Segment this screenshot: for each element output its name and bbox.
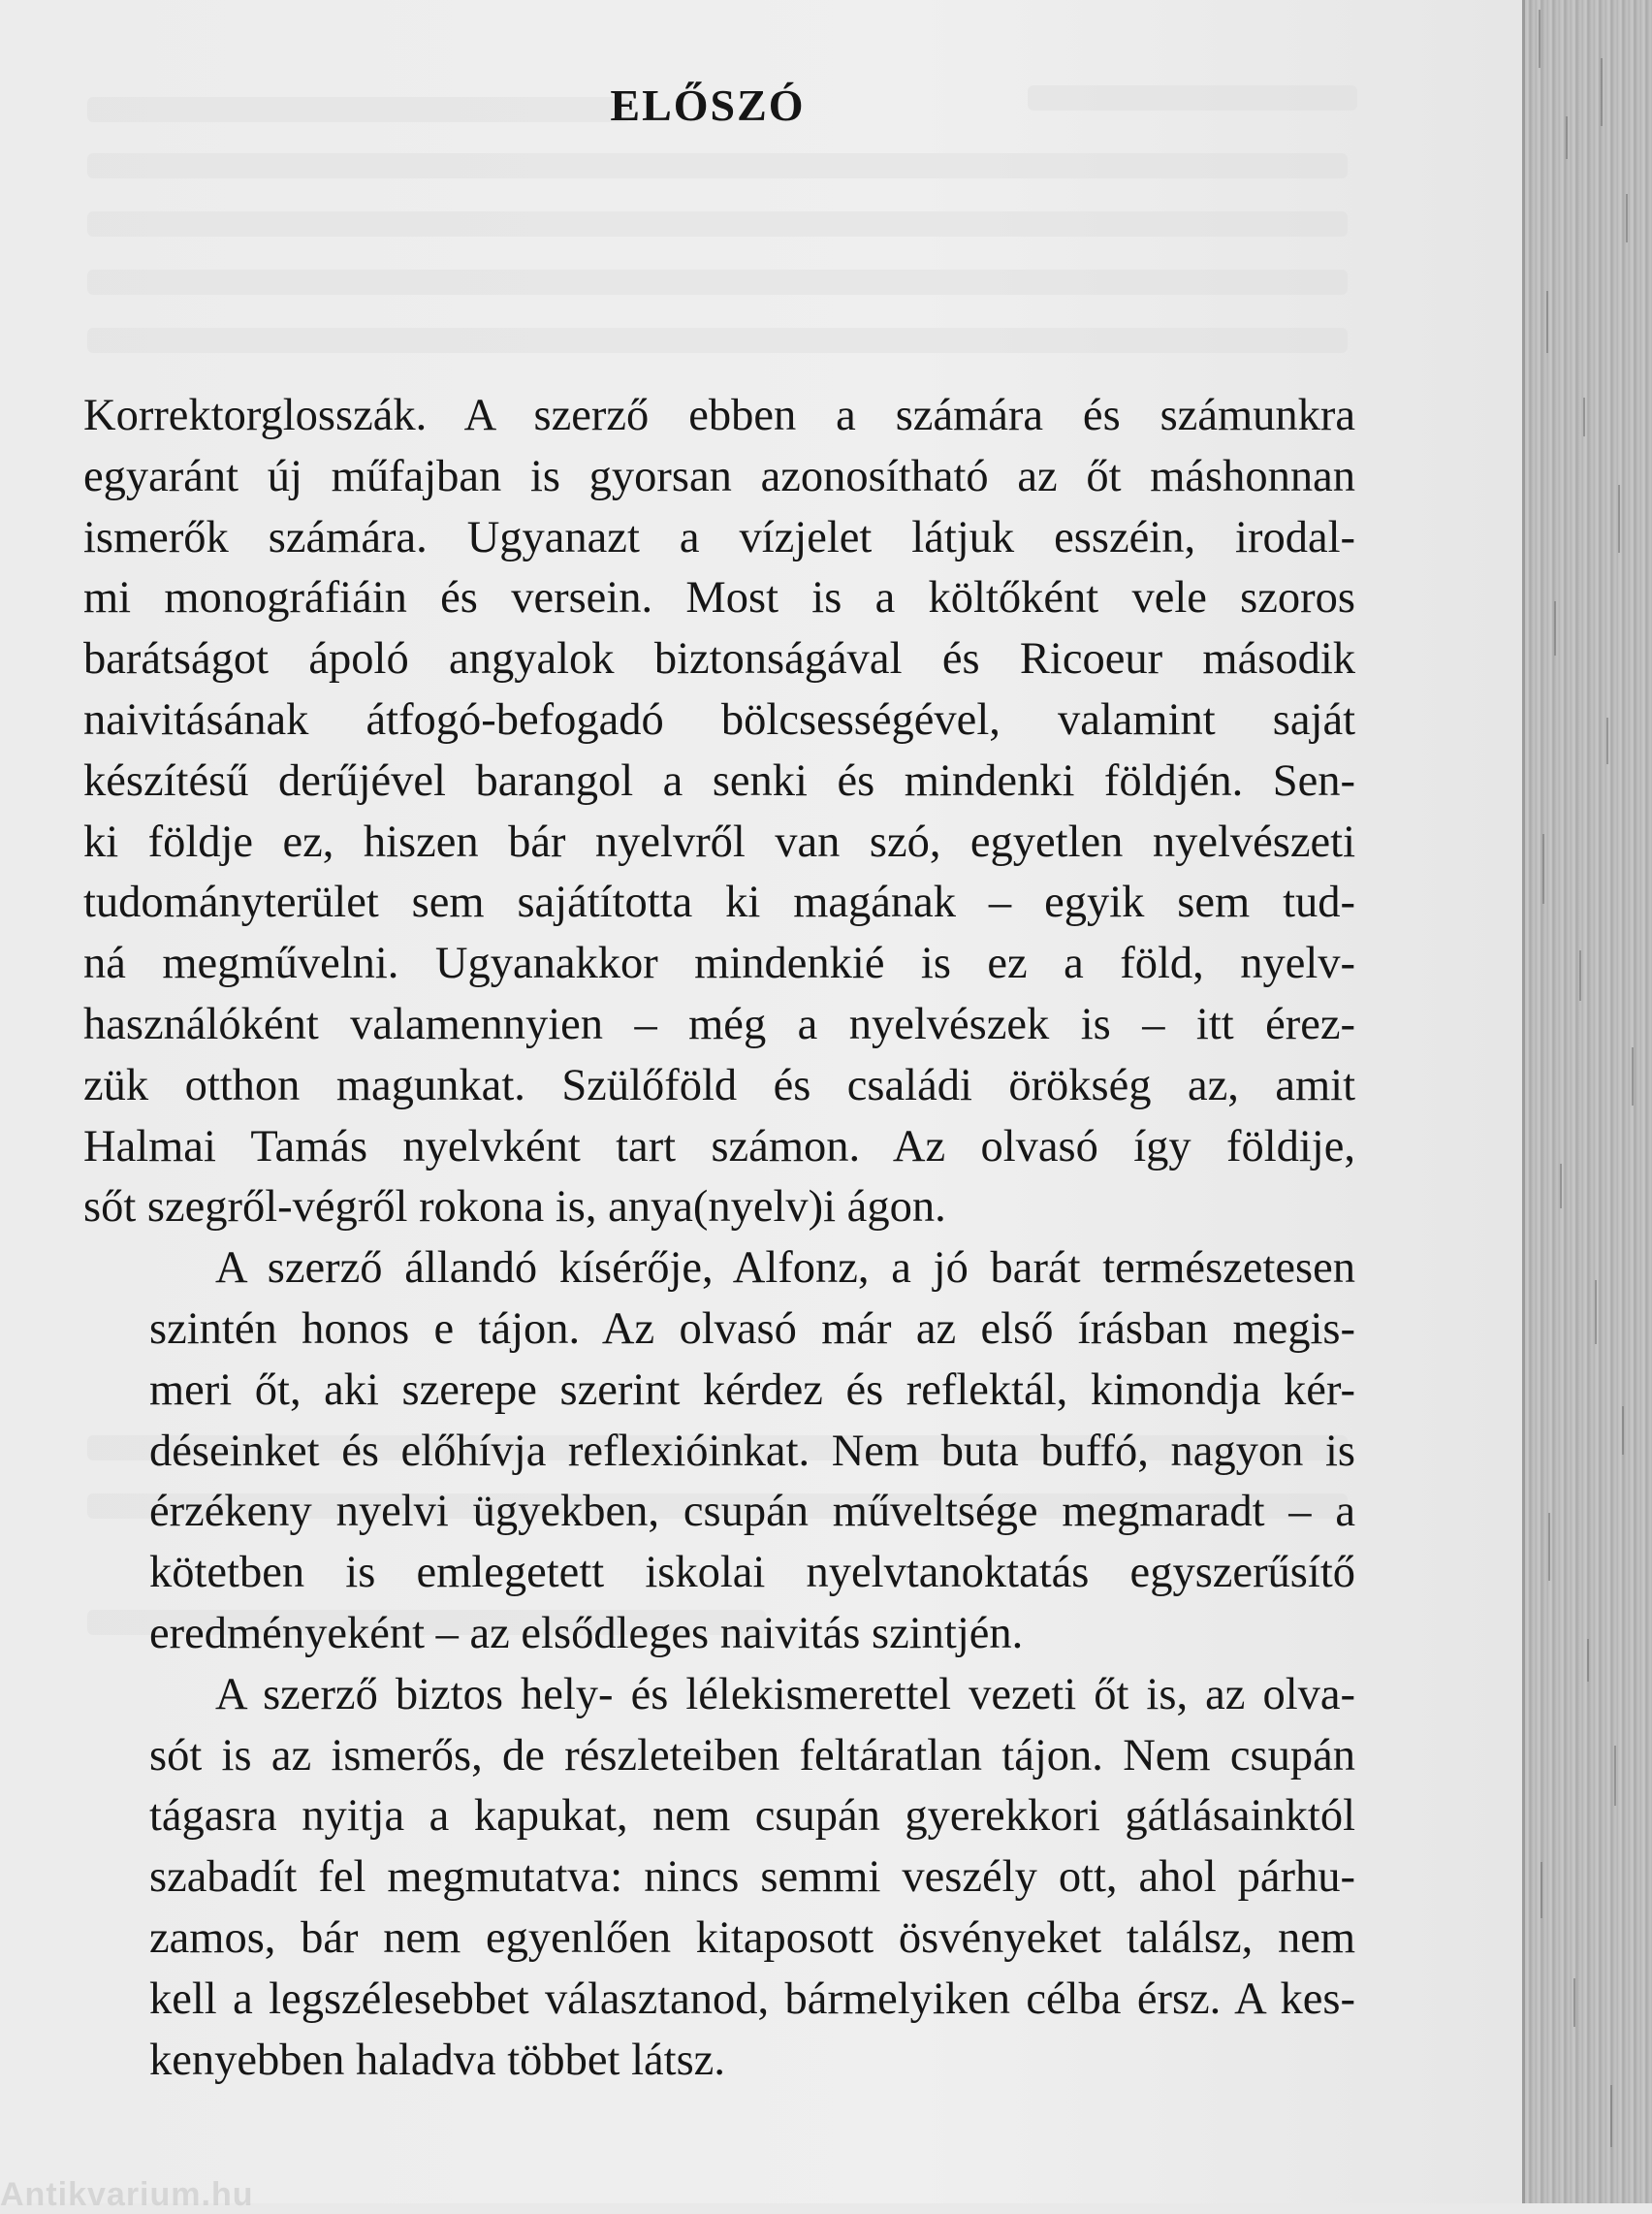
text-line: érzékeny nyelvi ügyekben, csupán műveltsége megmaradt – a	[149, 1487, 1355, 1537]
text-line: tudományterület sem sajátította ki magának – egyik sem tud-	[83, 878, 1355, 928]
text-line: készítésű derűjével barangol a senki és mindenki földjén. Sen-	[83, 755, 1355, 806]
text-line: meri őt, aki szerepe szerint kérdez és reflektál, kimondja kér-	[149, 1364, 1355, 1415]
text-line: ná megművelni. Ugyanakkor mindenkié is ez a föld, nyelv-	[83, 939, 1355, 989]
text-line: szabadít fel megmutatva: nincs semmi veszély ott, ahol párhu-	[149, 1852, 1355, 1903]
text-line: eredményeként – az elsődleges naivitás szintjén.	[149, 1608, 1024, 1658]
text-line: Halmai Tamás nyelvként tart számon. Az olvasó így földije,	[83, 1121, 1355, 1171]
page-title: ELŐSZÓ	[610, 80, 806, 130]
text-line: déseinket és előhívja reflexióinkat. Nem buta buffó, nagyon is	[149, 1426, 1355, 1476]
text-line: szintén honos e tájon. Az olvasó már az első írásban megis-	[149, 1303, 1355, 1354]
text-line: zük otthon magunkat. Szülőföld és családi örökség az, amit	[83, 1060, 1355, 1110]
text-line: sőt szegről-végről rokona is, anya(nyelv)i ágon.	[83, 1182, 946, 1233]
text-line: sót is az ismerős, de részleteiben feltáratlan tájon. Nem csupán	[149, 1730, 1355, 1781]
text-line: A szerző biztos hely- és lélekismerettel vezeti őt is, az olva-	[215, 1669, 1355, 1719]
text-line: zamos, bár nem egyenlően kitaposott ösvényeket találsz, nem	[149, 1912, 1355, 1963]
text-line: kötetben is emlegetett iskolai nyelvtanoktatás egyszerűsítő	[149, 1548, 1355, 1598]
text-line: naivitásának átfogó-befogadó bölcsességével, valamint saját	[83, 694, 1355, 745]
text-line: barátságot ápoló angyalok biztonságával és Ricoeur második	[83, 634, 1355, 685]
paragraph	[83, 1238, 1355, 1665]
text-line: egyaránt új műfajban is gyorsan azonosítható az őt máshonnan	[83, 451, 1355, 501]
text-line: ki földje ez, hiszen bár nyelvről van szó, egyetlen nyelvészeti	[83, 817, 1355, 867]
text-line: használóként valamennyien – még a nyelvészek is – itt érez-	[83, 999, 1355, 1049]
paragraph	[83, 1665, 1355, 2092]
book-spine	[1522, 0, 1652, 2203]
body-text	[83, 386, 1355, 2091]
watermark: Antikvarium.hu	[0, 2176, 254, 2213]
text-line: mi monográfiáin és versein. Most is a költőként vele szoros	[83, 573, 1355, 624]
paragraph	[83, 386, 1355, 1238]
text-line: kell a legszélesebbet választanod, bármelyiken célba érsz. A kes-	[149, 1973, 1355, 2024]
text-line: A szerző állandó kísérője, Alfonz, a jó barát természetesen	[215, 1243, 1355, 1294]
text-line: ismerők számára. Ugyanazt a vízjelet látjuk esszéin, irodal-	[83, 512, 1355, 562]
text-line: kenyebben haladva többet látsz.	[149, 2035, 725, 2085]
text-line: Korrektorglosszák. A szerző ebben a számára és számunkra	[83, 391, 1355, 440]
text-line: tágasra nyitja a kapukat, nem csupán gyerekkori gátlásainktól	[149, 1791, 1355, 1842]
